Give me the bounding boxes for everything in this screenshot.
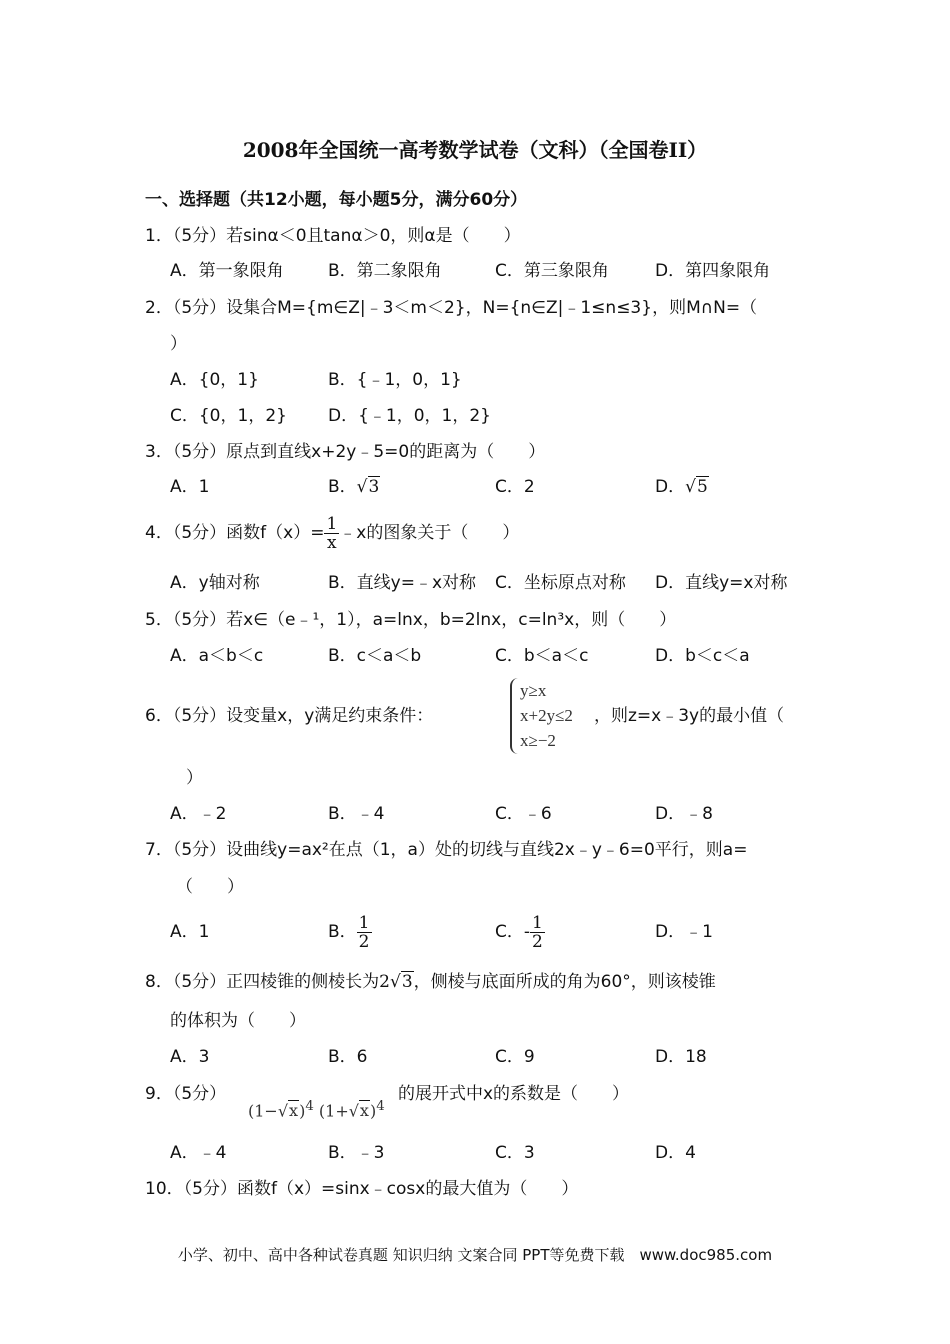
- constraint-system: [510, 678, 573, 754]
- exponent: 4: [376, 1099, 385, 1114]
- q6-stem-end: ，则z=x﹣3y的最小值（: [594, 706, 785, 726]
- constraint: y≥x: [520, 681, 547, 700]
- binomial-expression: [248, 1094, 385, 1120]
- q7-option-c: [495, 912, 545, 952]
- question-number: 10．: [145, 1179, 184, 1199]
- q4-option-a: A．y轴对称: [170, 573, 260, 593]
- expr-part: ): [369, 1101, 377, 1121]
- question-number: 2．: [145, 298, 173, 318]
- q7-option-d: D．﹣1: [655, 922, 713, 942]
- question-number: 7．: [145, 840, 173, 860]
- q9-option-d: D．4: [655, 1143, 696, 1163]
- fraction: [324, 515, 339, 552]
- numerator: 1: [326, 513, 338, 534]
- question-stem-end: ﹣x的图象关于（ ）: [339, 523, 520, 543]
- exponent: 4: [305, 1099, 314, 1114]
- q5-option-b: B．c＜a＜b: [328, 646, 422, 666]
- q4-option-c: C．坐标原点对称: [495, 573, 626, 593]
- q6-option-a: A．﹣2: [170, 804, 227, 824]
- sqrt-expression: 2√3: [379, 972, 413, 992]
- q1-option-d: D．第四象限角: [655, 261, 771, 281]
- sqrt-expression: √3: [356, 477, 380, 497]
- q2-stem-continued: ）: [170, 334, 187, 354]
- expr-part: ): [299, 1101, 306, 1121]
- question-4: [145, 513, 519, 553]
- denominator: x: [327, 532, 337, 553]
- question-7: [145, 837, 747, 863]
- sqrt-expression: √x: [277, 1101, 299, 1121]
- q6-option-c: C．﹣6: [495, 804, 552, 824]
- question-10: [145, 1176, 578, 1202]
- q1-option-c: C．第三象限角: [495, 261, 609, 281]
- coefficient: 2: [379, 972, 390, 992]
- question-3: [145, 439, 545, 465]
- sqrt-expression: √x: [348, 1101, 369, 1121]
- q1-option-a: A．第一象限角: [170, 261, 284, 281]
- minus-sign: -: [523, 922, 531, 942]
- q8-option-d: D．18: [655, 1047, 707, 1067]
- q6-option-b: B．﹣4: [328, 804, 385, 824]
- q4-option-d: D．直线y=x对称: [655, 573, 788, 593]
- q8-option-b: B．6: [328, 1047, 368, 1067]
- q2-option-b: B．{﹣1，0，1}: [328, 370, 462, 390]
- expr-part: (1+: [318, 1101, 349, 1121]
- q1-option-b: B．第二象限角: [328, 261, 442, 281]
- question-stem-end: ，侧棱与底面所成的角为60°，则该棱锥: [413, 972, 716, 992]
- question-number: 6．: [145, 706, 173, 726]
- radicand: 3: [401, 972, 413, 992]
- question-stem: （5分）: [172, 1084, 227, 1104]
- constraint: x≥−2: [520, 731, 556, 750]
- page-title: 2008年全国统一高考数学试卷（文科）（全国卷II）: [242, 138, 708, 162]
- numerator: 1: [532, 912, 543, 933]
- q9-option-a: A．﹣4: [170, 1143, 227, 1163]
- question-stem: （5分）若x∈（e﹣¹，1），a=lnx，b=2lnx，c=ln³x，则（ ）: [172, 610, 677, 630]
- q9-option-b: B．﹣3: [328, 1143, 385, 1163]
- question-8: [145, 969, 716, 995]
- fraction: [357, 914, 372, 951]
- radicand: x: [359, 1101, 369, 1121]
- option-label: D．: [655, 477, 686, 497]
- q5-option-a: A．a＜b＜c: [170, 646, 264, 666]
- q9-stem-end: 的展开式中x的系数是（ ）: [398, 1084, 630, 1104]
- question-stem: （5分）设曲线y=ax²在点（1，a）处的切线与直线2x﹣y﹣6=0平行，则a=: [172, 840, 748, 860]
- q3-option-b: [328, 474, 380, 500]
- question-5: [145, 607, 676, 633]
- question-stem: （5分）正四棱锥的侧棱长为: [172, 972, 380, 992]
- denominator: 2: [358, 931, 370, 952]
- option-label: B．: [328, 477, 357, 497]
- fraction: [530, 914, 545, 951]
- option-label: B．: [328, 922, 357, 942]
- question-number: 3．: [145, 442, 173, 462]
- q8-option-a: A．3: [170, 1047, 210, 1067]
- question-number: 9．: [145, 1084, 173, 1104]
- question-number: 4．: [145, 523, 173, 543]
- question-number: 5．: [145, 610, 173, 630]
- q8-option-c: C．9: [495, 1047, 535, 1067]
- option-label: C．: [495, 922, 524, 942]
- q3-option-d: [655, 474, 709, 500]
- q6-option-d: D．﹣8: [655, 804, 713, 824]
- q2-option-a: A．{0，1}: [170, 370, 259, 390]
- question-number: 1．: [145, 226, 173, 246]
- question-2: [145, 295, 757, 321]
- q7-option-b: [328, 912, 372, 952]
- question-6: [145, 703, 433, 729]
- q4-option-b: B．直线y=﹣x对称: [328, 573, 477, 593]
- expr-part: (1−: [248, 1101, 278, 1121]
- q2-option-c: C．{0，1，2}: [170, 406, 287, 426]
- numerator: 1: [358, 912, 370, 933]
- q6-stem-continued: ）: [186, 768, 203, 788]
- question-number: 8．: [145, 972, 173, 992]
- q7-option-a: A．1: [170, 922, 210, 942]
- question-1: [145, 223, 521, 249]
- question-stem: （5分）设集合M={m∈Z|﹣3＜m＜2}，N={n∈Z|﹣1≤n≤3}，则M∩N=（: [172, 298, 758, 318]
- sqrt-expression: √5: [685, 477, 708, 497]
- question-stem: （5分）函数f（x）=: [172, 523, 325, 543]
- question-9: [145, 1081, 226, 1107]
- question-stem: （5分）若sinα＜0且tanα＞0，则α是（ ）: [172, 226, 521, 246]
- q2-option-d: D．{﹣1，0，1，2}: [328, 406, 491, 426]
- q5-option-d: D．b＜c＜a: [655, 646, 750, 666]
- question-stem: （5分）原点到直线x+2y﹣5=0的距离为（ ）: [172, 442, 546, 462]
- question-stem: （5分）函数f（x）=sinx﹣cosx的最大值为（ ）: [183, 1179, 579, 1199]
- q3-option-c: C．2: [495, 477, 535, 497]
- q8-stem-continued: 的体积为（ ）: [170, 1011, 306, 1031]
- section-heading: 一、选择题（共12小题，每小题5分，满分60分）: [145, 190, 528, 210]
- radicand: 5: [696, 477, 708, 497]
- denominator: 2: [532, 931, 543, 952]
- radicand: 3: [368, 477, 380, 497]
- q9-option-c: C．3: [495, 1143, 535, 1163]
- q3-option-a: A．1: [170, 477, 210, 497]
- footer-text: 小学、初中、高中各种试卷真题 知识归纳 文案合同 PPT等免费下载 www.doc985.com: [177, 1246, 773, 1264]
- q7-stem-continued: （ ）: [176, 877, 244, 897]
- question-stem: （5分）设变量x，y满足约束条件：: [172, 706, 434, 726]
- constraint: x+2y≤2: [520, 706, 573, 725]
- q5-option-c: C．b＜a＜c: [495, 646, 589, 666]
- radicand: x: [289, 1101, 299, 1121]
